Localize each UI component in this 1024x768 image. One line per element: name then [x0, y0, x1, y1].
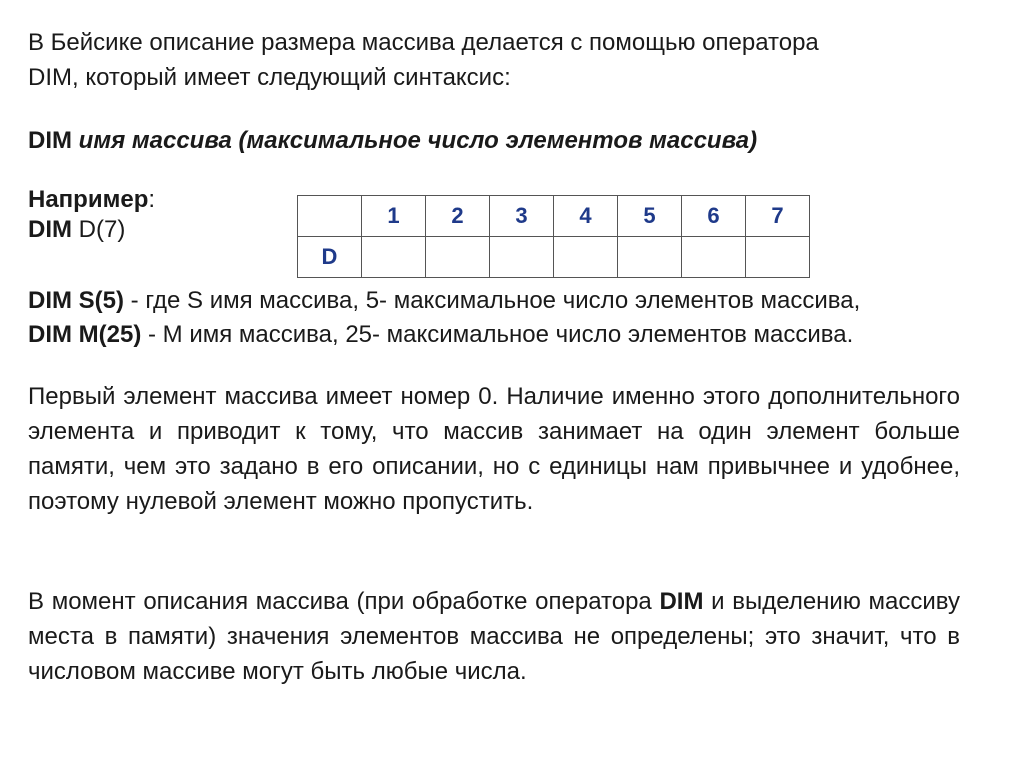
array-value-cell	[746, 237, 810, 278]
example-item-code: DIM S(5)	[28, 287, 124, 314]
array-corner-cell	[298, 196, 362, 237]
intro-text	[28, 25, 988, 95]
example-item-desc: - где S имя массива, 5- максимальное число элементов массива,	[124, 287, 861, 314]
example-item-code: DIM M(25)	[28, 321, 142, 348]
array-value-cell	[426, 237, 490, 278]
example-colon: :	[148, 186, 156, 213]
examples-list	[28, 284, 860, 352]
example-item	[28, 318, 860, 352]
array-header-row	[298, 196, 810, 237]
example-label: Например	[28, 186, 149, 213]
array-index-cell: 7	[746, 196, 810, 237]
paragraph-2-after: и выделению массиву места в памяти) значения элементов массива не определены; это значит, что в числовом массиве могут быть любые числа.	[28, 588, 960, 685]
intro-line-2: DIM, который имеет следующий синтаксис:	[28, 64, 511, 91]
paragraph-zero-index: Первый элемент массива имеет номер 0. Наличие именно этого дополнительного элемента и приводит к тому, что массив занимает на один элемент больше памяти, чем это задано в его описании, но с единицы нам привычнее и удобнее, поэтому нулевой элемент можно пропустить.	[28, 383, 960, 515]
array-name-cell: D	[298, 237, 362, 278]
array-value-cell	[554, 237, 618, 278]
syntax-rest: имя массива (максимальное число элементов массива)	[72, 127, 758, 154]
array-index-cell: 6	[682, 196, 746, 237]
array-index-cell: 4	[554, 196, 618, 237]
example-block	[28, 185, 155, 245]
array-value-cell	[682, 237, 746, 278]
array-value-cell	[618, 237, 682, 278]
array-value-row	[298, 237, 810, 278]
example-item-desc: - М имя массива, 25- максимальное число элементов массива.	[141, 321, 854, 348]
example-code-rest: D(7)	[72, 216, 126, 243]
array-index-cell: 2	[426, 196, 490, 237]
paragraph-undefined-values	[28, 584, 960, 689]
array-index-cell: 3	[490, 196, 554, 237]
example-item	[28, 284, 860, 318]
syntax-line	[28, 123, 757, 158]
array-value-cell	[362, 237, 426, 278]
array-value-cell	[490, 237, 554, 278]
array-table	[297, 195, 810, 278]
array-index-cell: 5	[618, 196, 682, 237]
paragraph-2-before: В момент описания массива (при обработке оператора	[28, 588, 660, 615]
intro-line-1: В Бейсике описание размера массива делается с помощью оператора	[28, 29, 819, 56]
example-code-keyword: DIM	[28, 216, 72, 243]
syntax-keyword: DIM	[28, 127, 72, 154]
paragraph-2-keyword: DIM	[659, 588, 704, 615]
array-index-cell: 1	[362, 196, 426, 237]
